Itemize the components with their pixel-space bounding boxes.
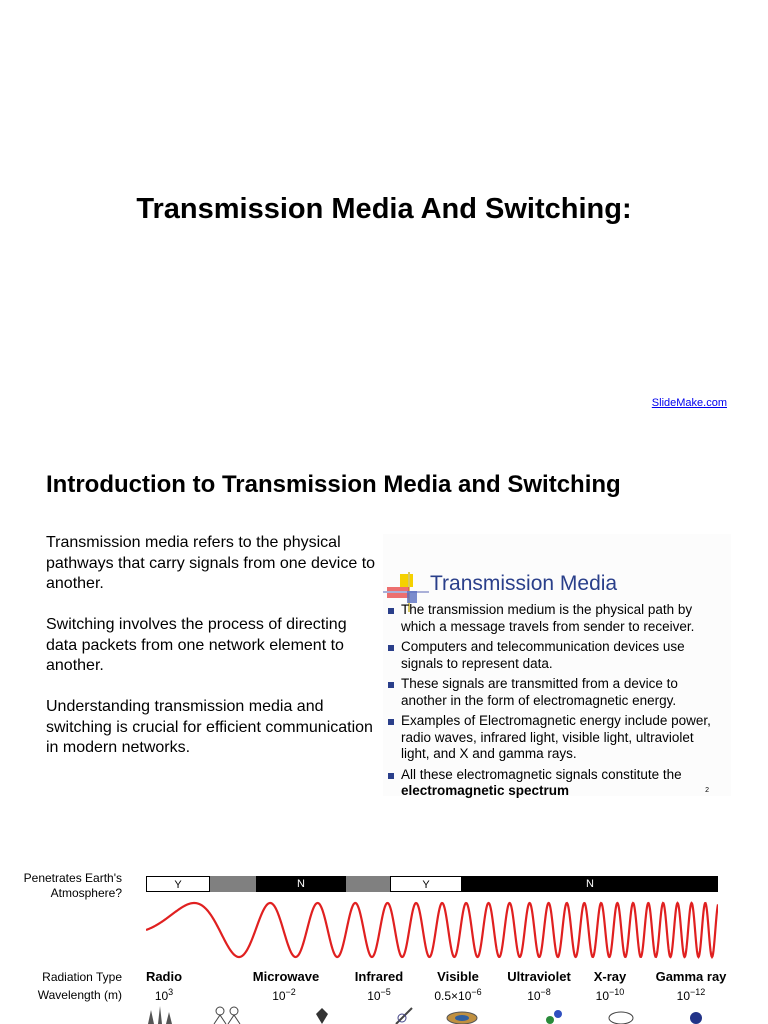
- bar-segment-partial: [346, 876, 390, 892]
- transmission-media-image: [383, 534, 731, 796]
- bullet-list: [387, 602, 723, 804]
- slide-title: Transmission Media And Switching:: [136, 193, 632, 225]
- wavelength-label: Wavelength (m): [37, 988, 122, 1002]
- paragraph-importance: Understanding transmission media and switching is crucial for efficient communication in modern networks.: [46, 698, 373, 756]
- needle-icon: [392, 1004, 416, 1024]
- wavelength-radio: [119, 987, 209, 1003]
- buildings-icon: [145, 1004, 175, 1024]
- bar-segment-yes: Y: [146, 876, 210, 892]
- type-xray: X-ray: [593, 969, 627, 984]
- section-title: Introduction to Transmission Media and Switching: [46, 471, 621, 498]
- list-item: [387, 767, 723, 800]
- atmosphere-bar: [146, 876, 718, 892]
- cell-icon: [444, 1004, 480, 1024]
- list-item: These signals are transmitted from a device to another in the form of electromagnetic energy.: [387, 676, 723, 709]
- list-item: The transmission medium is the physical path by which a message travels from sender to receiver.: [387, 602, 723, 635]
- wavelength-exponent: −5: [380, 987, 391, 997]
- type-microwave: Microwave: [252, 969, 320, 984]
- type-radio: Radio: [145, 969, 183, 984]
- type-ultraviolet: Ultraviolet: [507, 969, 571, 984]
- bar-segment-yes: Y: [390, 876, 462, 892]
- wavelength-microwave: [239, 987, 329, 1003]
- penetrates-label: Penetrates Earth's Atmosphere?: [23, 871, 122, 900]
- type-infrared: Infrared: [354, 969, 404, 984]
- slidemake-link[interactable]: SlideMake.com: [651, 397, 727, 409]
- page-number: 2: [705, 787, 709, 794]
- list-item-text: All these electromagnetic signals constitute the: [401, 766, 682, 782]
- type-gamma-ray: Gamma ray: [655, 969, 727, 984]
- wave-graphic: [146, 898, 718, 962]
- wavelength-exponent: −2: [285, 987, 296, 997]
- wavelength-exponent: −6: [471, 987, 482, 997]
- list-item: Computers and telecommunication devices use signals to represent data.: [387, 639, 723, 672]
- wavelength-base: 10: [272, 989, 286, 1003]
- paragraph-switching: Switching involves the process of directing data packets from one network element to another.: [46, 616, 347, 674]
- radiation-type-label: Radiation Type: [42, 970, 122, 984]
- humans-icon: [210, 1004, 246, 1024]
- type-visible: Visible: [437, 969, 479, 984]
- wavelength-base: 10: [676, 989, 691, 1003]
- wavelength-exponent: −10: [609, 987, 625, 997]
- bar-segment-partial: [210, 876, 256, 892]
- list-item: Examples of Electromagnetic energy include power, radio waves, infrared light, visible light, ultraviolet light, and X and gamma rays.: [387, 713, 723, 763]
- image-heading: Transmission Media: [430, 572, 618, 595]
- bar-segment-no: N: [586, 878, 594, 890]
- molecule-icon: [544, 1004, 564, 1024]
- wavelength-base: 10: [527, 989, 541, 1003]
- wavelength-base: 0.5×10: [434, 989, 472, 1003]
- wavelength-exponent: −8: [540, 987, 551, 997]
- paragraph-transmission-media: Transmission media refers to the physical pathways that carry signals from one device to another.: [46, 534, 376, 592]
- wavelength-base: 10: [367, 989, 381, 1003]
- wavelength-base: 10: [154, 989, 169, 1003]
- wave-line: [146, 903, 718, 957]
- wavelength-gamma: [646, 987, 736, 1003]
- bar-segment-no: N: [297, 878, 305, 890]
- atom-icon: [607, 1004, 635, 1024]
- wavelength-xray: [565, 987, 655, 1003]
- list-item-bold-text: electromagnetic spectrum: [401, 783, 570, 798]
- nucleus-icon: [686, 1004, 706, 1024]
- wavelength-infrared: [334, 987, 424, 1003]
- butterfly-icon: [312, 1004, 332, 1024]
- wavelength-base: 10: [595, 989, 610, 1003]
- wavelength-exponent: −12: [690, 987, 706, 997]
- wavelength-visible: [413, 987, 503, 1003]
- wavelength-exponent: 3: [168, 987, 174, 997]
